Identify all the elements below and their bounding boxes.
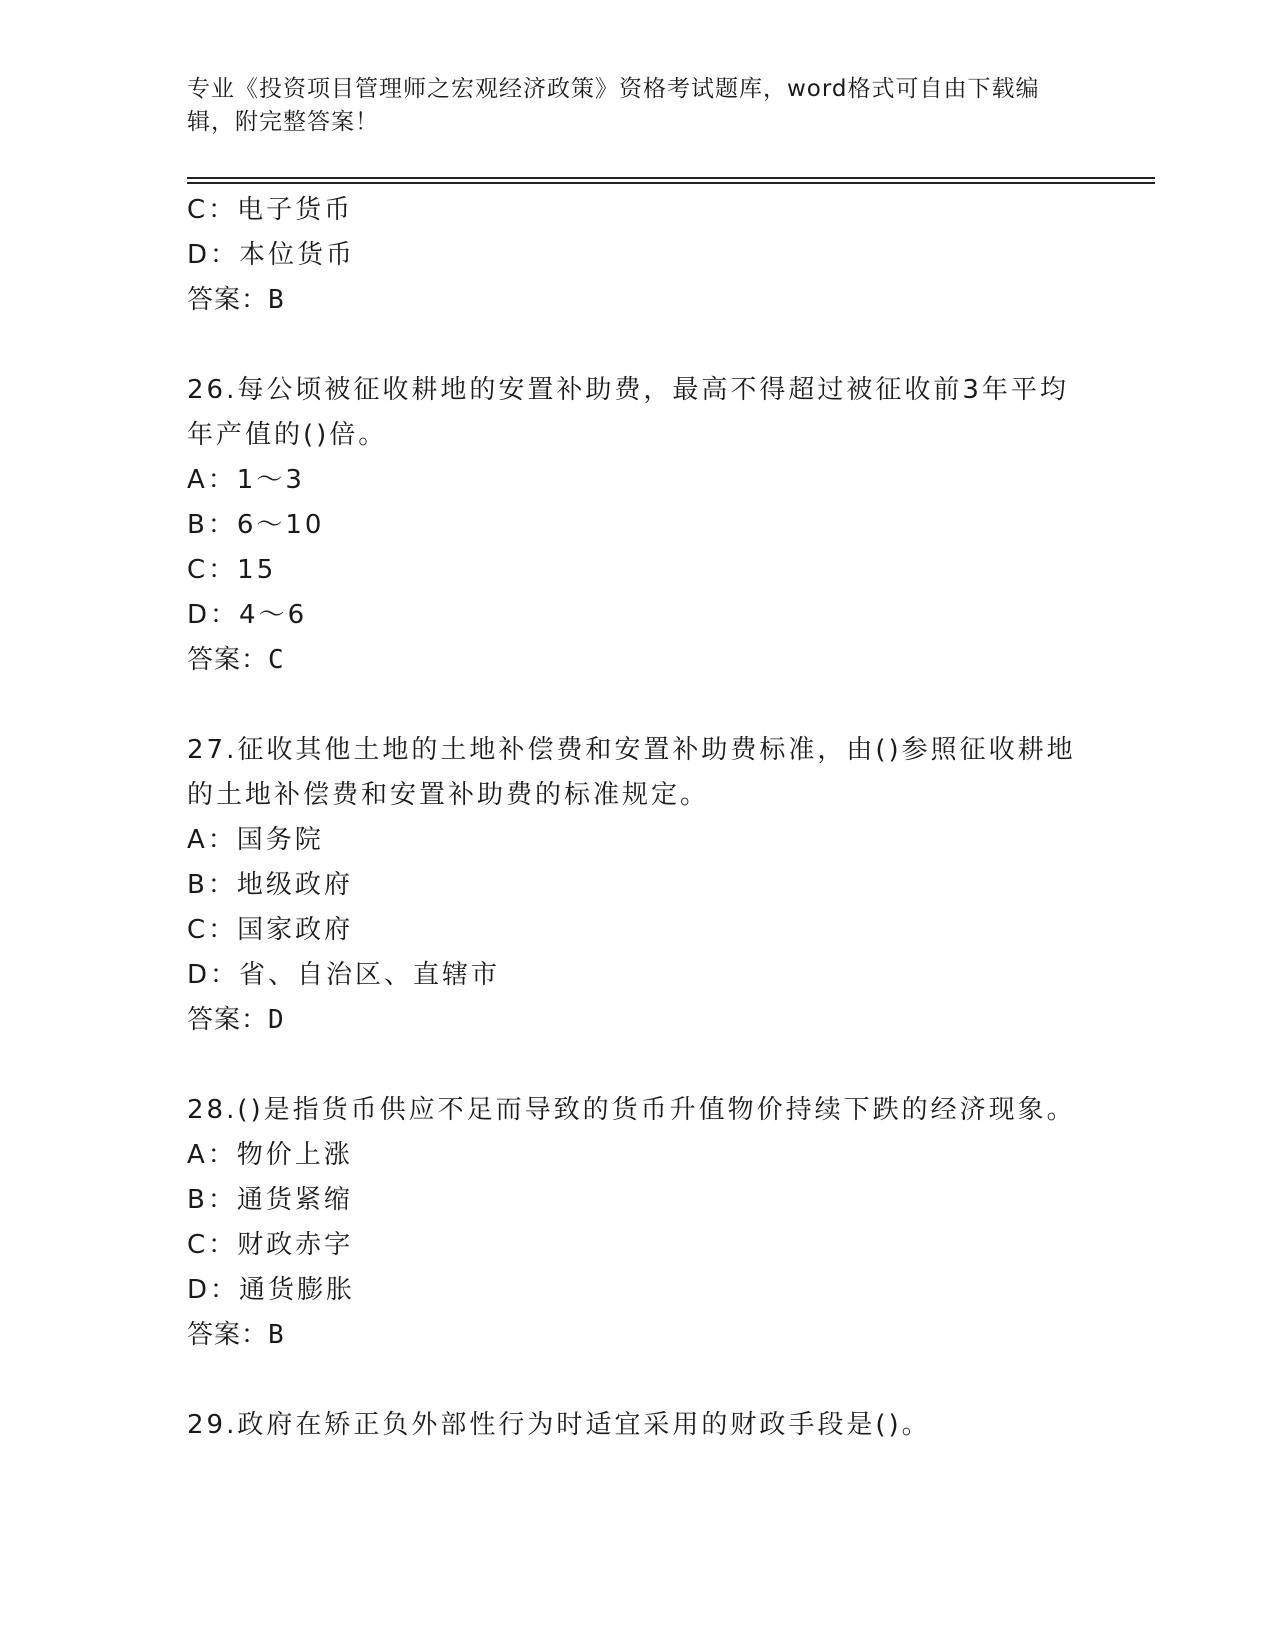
q26-option-d: D：4～6	[187, 600, 308, 630]
q26-option-c: C：15	[187, 555, 277, 585]
q27-option-b: B：地级政府	[187, 870, 353, 900]
q28-option-b: B：通货紧缩	[187, 1185, 353, 1215]
header-line-2: 辑，附完整答案！	[187, 109, 379, 135]
q27-stem-line-2: 的土地补偿费和安置补助费的标准规定。	[187, 780, 710, 810]
q26-option-a: A：1～3	[187, 465, 305, 495]
q28-option-c: C：财政赤字	[187, 1230, 354, 1260]
q25-answer: 答案：B	[187, 285, 285, 315]
q27-option-a: A：国务院	[187, 825, 324, 855]
q28-answer: 答案：B	[187, 1320, 285, 1350]
q27-stem-line-1: 27.征收其他土地的土地补偿费和安置补助费标准，由()参照征收耕地	[187, 735, 1076, 765]
q26-stem-line-1: 26.每公顷被征收耕地的安置补助费，最高不得超过被征收前3年平均	[187, 375, 1069, 405]
header-divider-top	[187, 177, 1155, 179]
q27-option-c: C：国家政府	[187, 915, 354, 945]
q28-option-d: D：通货膨胀	[187, 1275, 356, 1305]
header-divider-bottom	[187, 182, 1155, 184]
q28-option-a: A：物价上涨	[187, 1140, 353, 1170]
q28-stem-line-1: 28.()是指货币供应不足而导致的货币升值物价持续下跌的经济现象。	[187, 1095, 1076, 1125]
header-line-1: 专业《投资项目管理师之宏观经济政策》资格考试题库，word格式可自由下载编	[187, 76, 1040, 102]
q26-stem-line-2: 年产值的()倍。	[187, 420, 388, 450]
q25-option-d: D：本位货币	[187, 240, 356, 270]
q27-answer: 答案：D	[187, 1005, 285, 1035]
q29-stem-line-1: 29.政府在矫正负外部性行为时适宜采用的财政手段是()。	[187, 1410, 931, 1440]
q26-answer: 答案：C	[187, 645, 285, 675]
q27-option-d: D：省、自治区、直辖市	[187, 960, 501, 990]
q26-option-b: B：6～10	[187, 510, 325, 540]
document-header	[187, 73, 1087, 139]
q25-option-c: C：电子货币	[187, 195, 354, 225]
